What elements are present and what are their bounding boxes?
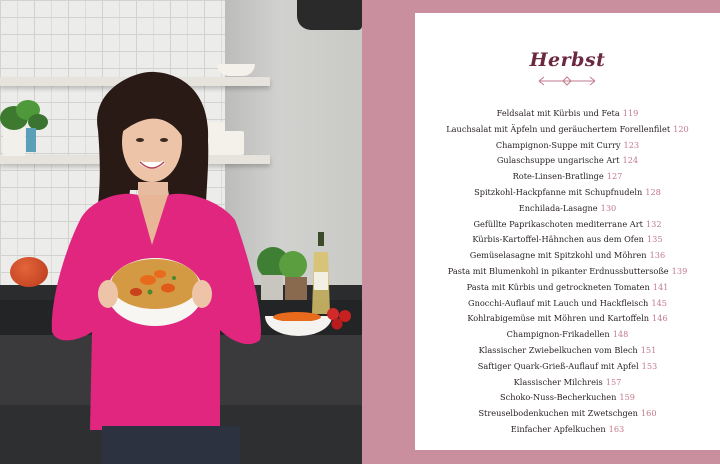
recipe-entry <box>415 264 720 280</box>
recipe-page-number: 132 <box>645 218 662 229</box>
recipe-title: Rote-Linsen-Bratlinge <box>512 171 604 182</box>
recipe-entry <box>415 169 720 185</box>
recipe-page-number: 124 <box>622 155 639 166</box>
recipe-title: Gemüselasagne mit Spitzkohl und Möhren <box>469 250 647 261</box>
recipe-title: Pasta mit Kürbis und getrockneten Tomaten <box>466 281 650 292</box>
recipe-entry <box>415 232 720 248</box>
recipe-list <box>415 106 720 438</box>
recipe-title: Champignon-Frikadellen <box>506 329 610 340</box>
potted-plant <box>0 88 52 156</box>
tomatoes <box>325 306 355 330</box>
recipe-title: Gnocchi-Auflauf mit Lauch und Hackfleisch <box>468 297 649 308</box>
woman-with-pasta-bowl <box>50 70 280 464</box>
recipe-page-number: 130 <box>600 202 617 213</box>
recipe-page-number: 160 <box>640 408 657 419</box>
recipe-page-number: 159 <box>619 392 635 403</box>
recipe-page-number: 145 <box>651 297 667 308</box>
recipe-entry <box>415 375 720 391</box>
oil-bottle <box>310 232 332 314</box>
recipe-page-number: 163 <box>608 423 625 434</box>
recipe-page-number: 123 <box>623 139 640 150</box>
recipe-title: Schoko-Nuss-Becherkuchen <box>500 392 617 403</box>
recipe-entry <box>415 422 720 438</box>
recipe-title: Kohlrabigemüse mit Möhren und Kartoffeln <box>467 313 650 324</box>
recipe-entry <box>415 185 720 201</box>
recipe-title: Gefüllte Paprikaschoten mediterrane Art <box>473 218 643 229</box>
recipe-title: Klassischer Milchreis <box>513 376 603 387</box>
recipe-entry <box>415 106 720 122</box>
recipe-title: Gulaschsuppe ungarische Art <box>496 155 620 166</box>
recipe-entry <box>415 296 720 312</box>
recipe-page-number: 127 <box>606 171 623 182</box>
recipe-entry <box>415 406 720 422</box>
recipe-page-number: 141 <box>652 281 669 292</box>
recipe-page-number: 119 <box>622 108 639 118</box>
recipe-page-number: 146 <box>652 313 668 324</box>
recipe-page-number: 151 <box>640 344 657 355</box>
recipe-entry <box>415 153 720 169</box>
recipe-page-number: 136 <box>649 250 666 261</box>
recipe-entry <box>415 248 720 264</box>
recipe-entry <box>415 311 720 327</box>
pendant-lamp <box>297 0 362 30</box>
recipe-title: Saftiger Quark-Grieß-Auflauf mit Apfel <box>477 360 639 371</box>
recipe-entry <box>415 122 720 138</box>
recipe-entry <box>415 280 720 296</box>
recipe-page-number: 153 <box>641 360 658 371</box>
recipe-entry <box>415 327 720 343</box>
recipe-page-number: 120 <box>673 123 689 134</box>
pumpkin <box>10 257 48 287</box>
recipe-entry <box>415 217 720 233</box>
recipe-title: Einfacher Apfelkuchen <box>510 423 606 434</box>
recipe-title: Spitzkohl-Hackpfanne mit Schupfnudeln <box>474 186 643 197</box>
recipe-entry <box>415 201 720 217</box>
arrow-ornament-icon <box>535 75 599 87</box>
recipe-page-number: 139 <box>671 265 688 276</box>
recipe-entry <box>415 359 720 375</box>
recipe-title: Feldsalat mit Kürbis und Feta <box>496 108 620 118</box>
section-heading: Herbst <box>529 49 606 71</box>
contents-page <box>415 13 720 450</box>
recipe-entry <box>415 343 720 359</box>
recipe-title: Lauchsalat mit Äpfeln und geräuchertem Forellenfilet <box>446 123 671 134</box>
recipe-title: Enchilada-Lasagne <box>518 202 598 213</box>
recipe-entry <box>415 138 720 154</box>
recipe-title: Champignon-Suppe mit Curry <box>495 139 621 150</box>
recipe-page-number: 128 <box>645 186 661 197</box>
recipe-title: Kürbis-Kartoffel-Hähnchen aus dem Ofen <box>472 234 644 245</box>
recipe-title: Pasta mit Blumenkohl in pikanter Erdnussbuttersoße <box>447 265 669 276</box>
recipe-page-number: 157 <box>605 376 622 387</box>
recipe-title: Streuselbodenkuchen mit Zwetschgen <box>478 408 638 419</box>
recipe-page-number: 135 <box>646 234 663 245</box>
recipe-entry <box>415 390 720 406</box>
recipe-page-number: 148 <box>612 329 629 340</box>
recipe-title: Klassischer Zwiebelkuchen vom Blech <box>478 344 638 355</box>
